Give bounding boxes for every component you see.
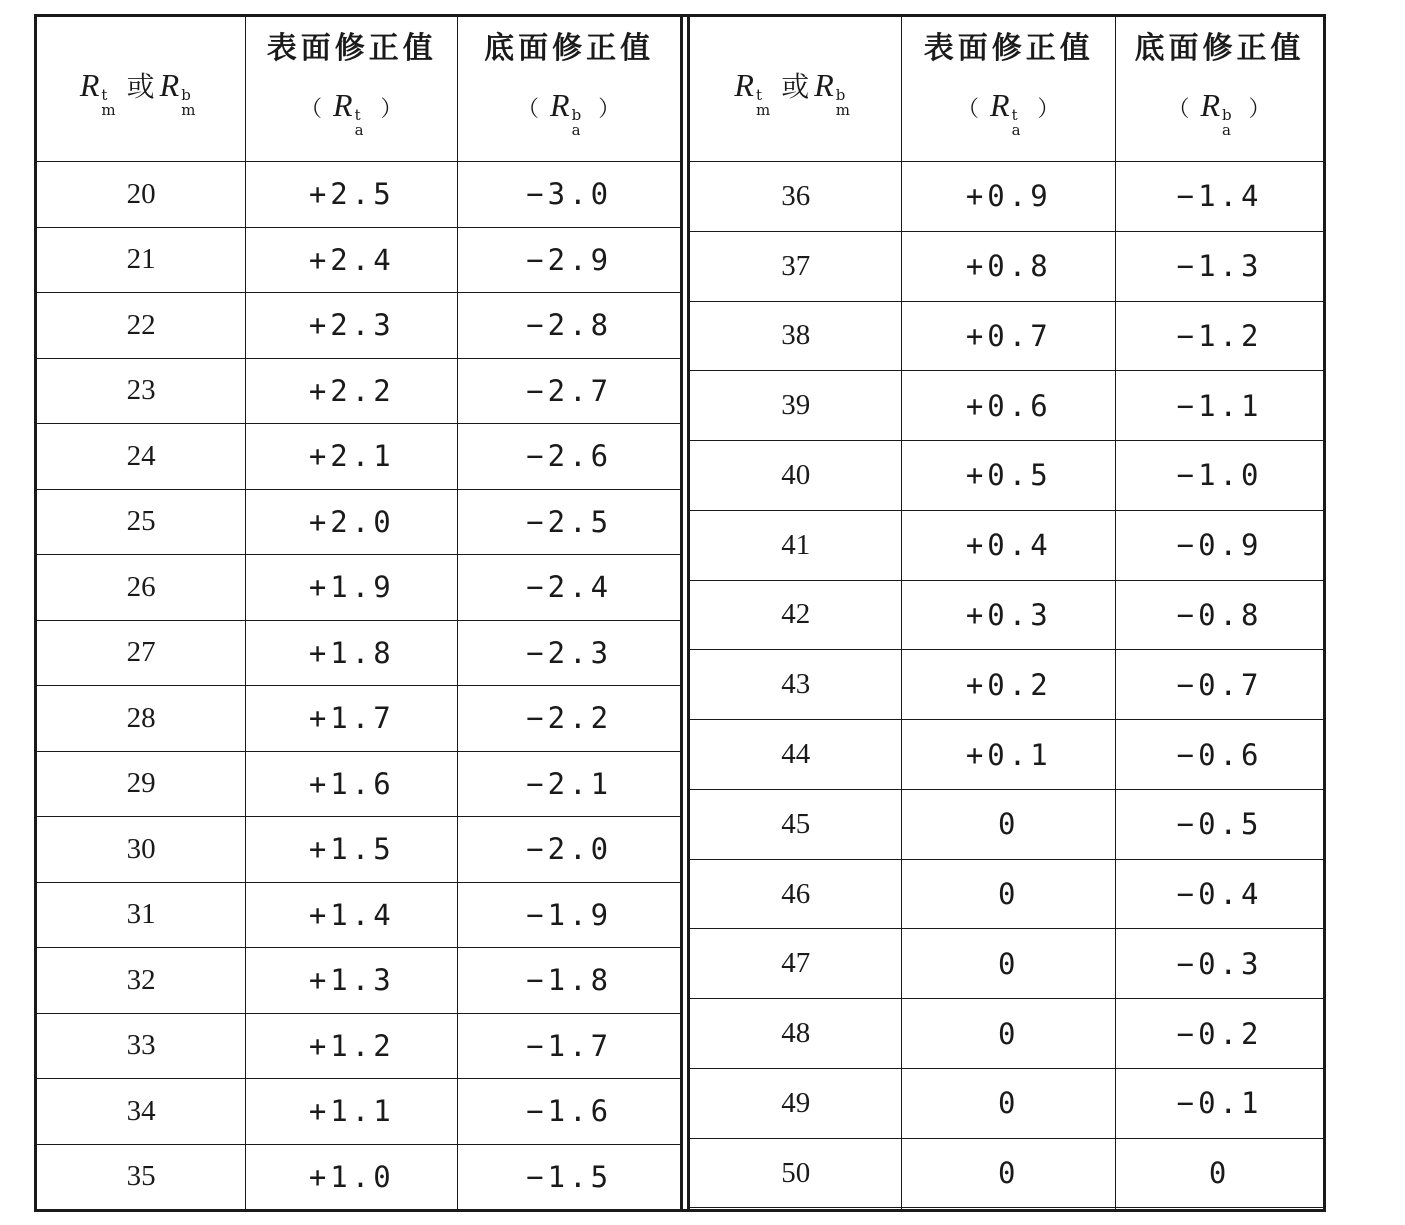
rm-value-cell: 32 xyxy=(37,948,246,1014)
table-row xyxy=(690,1068,1323,1138)
bottom-correction-cell: −2.0 xyxy=(458,817,680,883)
surface-correction-cell: 0 xyxy=(902,1138,1116,1208)
header-surface-cell xyxy=(246,17,458,162)
close-paren: ） xyxy=(1037,97,1061,122)
surface-correction-cell xyxy=(902,1208,1116,1209)
rm-value-cell: 28 xyxy=(37,686,246,752)
rm-b-scripts xyxy=(836,88,851,118)
left-table xyxy=(37,17,680,1209)
r-letter: R xyxy=(990,87,1011,123)
bottom-correction-cell: −2.7 xyxy=(458,358,680,424)
bottom-correction-cell: −1.6 xyxy=(458,1079,680,1145)
table-row xyxy=(37,489,680,555)
bottom-correction-cell: −1.7 xyxy=(458,1013,680,1079)
sup-t: t xyxy=(354,106,362,124)
rm-value-cell: 48 xyxy=(690,999,902,1069)
table-row xyxy=(37,424,680,490)
bottom-correction-cell: −1.0 xyxy=(1116,441,1323,511)
rm-t-scripts xyxy=(756,88,771,118)
bottom-correction-cell: −2.1 xyxy=(458,751,680,817)
bottom-correction-cell: −0.3 xyxy=(1116,929,1323,999)
surface-correction-cell: +2.5 xyxy=(246,162,458,228)
sub-m: m xyxy=(835,101,851,119)
bottom-correction-cell: −1.8 xyxy=(458,948,680,1014)
bottom-correction-cell: −0.5 xyxy=(1116,789,1323,859)
rm-symbol xyxy=(690,65,901,118)
open-paren: （ xyxy=(517,97,541,122)
table-row xyxy=(690,231,1323,301)
table-row xyxy=(37,686,680,752)
bottom-correction-cell: −2.3 xyxy=(458,620,680,686)
r-letter: R xyxy=(159,67,181,103)
surface-correction-cell: +0.6 xyxy=(902,371,1116,441)
header-bottom-cell xyxy=(1116,17,1323,162)
rm-value-cell: 21 xyxy=(37,227,246,293)
ra-t-scripts xyxy=(1012,108,1022,138)
surface-correction-cell: +0.8 xyxy=(902,231,1116,301)
close-paren: ） xyxy=(598,97,622,122)
table-row xyxy=(690,859,1323,929)
table-row xyxy=(37,555,680,621)
rm-value-cell: 41 xyxy=(690,510,902,580)
right-table xyxy=(690,17,1323,1209)
left-table-header xyxy=(37,17,680,162)
table-row xyxy=(37,1013,680,1079)
bottom-correction-cell: 0 xyxy=(1116,1138,1323,1208)
or-text: 或 xyxy=(126,70,156,103)
sup-t: t xyxy=(101,86,109,104)
ra-t-symbol xyxy=(902,89,1115,138)
surface-correction-cell: +0.7 xyxy=(902,301,1116,371)
rm-value-cell: 49 xyxy=(690,1068,902,1138)
bottom-correction-cell: −1.2 xyxy=(1116,301,1323,371)
surface-correction-cell: +2.0 xyxy=(246,489,458,555)
surface-correction-cell: +2.1 xyxy=(246,424,458,490)
or-text: 或 xyxy=(781,70,811,103)
bottom-correction-cell: −0.2 xyxy=(1116,999,1323,1069)
rm-value-cell: 39 xyxy=(690,371,902,441)
sup-b: b xyxy=(1222,106,1233,124)
bottom-correction-cell xyxy=(1116,1208,1323,1209)
surface-correction-cell: +1.3 xyxy=(246,948,458,1014)
table-row xyxy=(37,948,680,1014)
rm-value-cell: 25 xyxy=(37,489,246,555)
close-paren: ） xyxy=(1248,97,1272,122)
table-row xyxy=(37,620,680,686)
open-paren: （ xyxy=(1167,97,1191,122)
ra-b-scripts xyxy=(1222,108,1233,138)
rm-value-cell: 36 xyxy=(690,162,902,232)
table-row xyxy=(690,580,1323,650)
rm-value-cell: 30 xyxy=(37,817,246,883)
table-row xyxy=(690,789,1323,859)
sub-a: a xyxy=(1011,121,1022,139)
rm-value-cell: 20 xyxy=(37,162,246,228)
table-row xyxy=(690,1208,1323,1209)
sub-a: a xyxy=(571,121,582,139)
rm-value-cell: 26 xyxy=(37,555,246,621)
ra-b-symbol xyxy=(458,89,680,138)
bottom-correction-cell: −0.1 xyxy=(1116,1068,1323,1138)
r-letter: R xyxy=(814,67,835,103)
r-letter: R xyxy=(79,67,101,103)
rm-value-cell: 22 xyxy=(37,293,246,359)
surface-correction-cell: +2.3 xyxy=(246,293,458,359)
r-letter: R xyxy=(734,67,755,103)
sup-b: b xyxy=(181,86,192,104)
table-row xyxy=(37,227,680,293)
table-row xyxy=(690,371,1323,441)
rm-value-cell: 23 xyxy=(37,358,246,424)
rm-value-cell: 42 xyxy=(690,580,902,650)
surface-correction-cell: +1.2 xyxy=(246,1013,458,1079)
bottom-correction-cell: −2.2 xyxy=(458,686,680,752)
ra-t-scripts xyxy=(355,108,365,138)
bottom-correction-cell: −1.3 xyxy=(1116,231,1323,301)
rm-symbol xyxy=(37,65,245,118)
sup-t: t xyxy=(1011,106,1019,124)
rm-value-cell: 38 xyxy=(690,301,902,371)
surface-correction-cell: +1.1 xyxy=(246,1079,458,1145)
bottom-correction-cell: −0.7 xyxy=(1116,650,1323,720)
header-bottom-cell xyxy=(458,17,680,162)
surface-correction-cell: +1.6 xyxy=(246,751,458,817)
bottom-correction-cell: −0.4 xyxy=(1116,859,1323,929)
sup-b: b xyxy=(571,106,583,124)
table-row xyxy=(37,162,680,228)
table-row xyxy=(690,929,1323,999)
header-row xyxy=(37,17,680,162)
sup-t: t xyxy=(755,86,763,104)
bottom-correction-cell: −1.4 xyxy=(1116,162,1323,232)
table-row xyxy=(37,293,680,359)
surface-correction-cell: 0 xyxy=(902,929,1116,999)
surface-correction-cell: 0 xyxy=(902,999,1116,1069)
rm-value-cell: 47 xyxy=(690,929,902,999)
r-letter: R xyxy=(1200,87,1222,123)
table-row xyxy=(690,1138,1323,1208)
bottom-correction-cell: −3.0 xyxy=(458,162,680,228)
sub-m: m xyxy=(755,101,772,119)
bottom-correction-cell: −0.8 xyxy=(1116,580,1323,650)
rm-value-cell: 40 xyxy=(690,441,902,511)
surface-correction-cell: 0 xyxy=(902,859,1116,929)
sub-a: a xyxy=(1222,121,1232,139)
rm-b-scripts xyxy=(181,88,196,118)
bottom-correction-cell: −2.9 xyxy=(458,227,680,293)
bottom-correction-title: 底面修正值 xyxy=(1134,31,1305,66)
bottom-correction-cell: −2.4 xyxy=(458,555,680,621)
table-row xyxy=(37,751,680,817)
sub-m: m xyxy=(101,101,117,119)
rm-t-scripts xyxy=(101,88,116,118)
bottom-correction-cell: −1.1 xyxy=(1116,371,1323,441)
rm-value-cell: 29 xyxy=(37,751,246,817)
surface-correction-cell: +0.1 xyxy=(902,720,1116,790)
table-row xyxy=(690,441,1323,511)
rm-value-cell: 46 xyxy=(690,859,902,929)
r-letter: R xyxy=(550,87,571,123)
sub-m: m xyxy=(181,101,197,119)
surface-correction-cell: +0.2 xyxy=(902,650,1116,720)
sub-a: a xyxy=(354,121,365,139)
rm-value-cell: 31 xyxy=(37,882,246,948)
rm-value-cell: 27 xyxy=(37,620,246,686)
header-rm-cell xyxy=(37,17,246,162)
rm-value-cell: 35 xyxy=(37,1144,246,1209)
correction-table xyxy=(34,14,1326,1212)
table-row xyxy=(37,1144,680,1209)
rm-value-cell: 24 xyxy=(37,424,246,490)
left-table-body xyxy=(37,162,680,1210)
bottom-correction-cell: −2.5 xyxy=(458,489,680,555)
surface-correction-cell: +2.4 xyxy=(246,227,458,293)
bottom-correction-title: 底面修正值 xyxy=(484,31,655,66)
surface-correction-cell: +0.5 xyxy=(902,441,1116,511)
table-left-half xyxy=(37,17,683,1209)
ra-b-symbol xyxy=(1116,89,1323,138)
surface-correction-title: 表面修正值 xyxy=(923,31,1094,66)
surface-correction-cell: +0.4 xyxy=(902,510,1116,580)
bottom-correction-cell: −0.6 xyxy=(1116,720,1323,790)
table-row xyxy=(690,301,1323,371)
surface-correction-cell: +1.0 xyxy=(246,1144,458,1209)
surface-correction-cell: +1.9 xyxy=(246,555,458,621)
surface-correction-cell: +1.8 xyxy=(246,620,458,686)
table-row xyxy=(690,999,1323,1069)
right-table-body xyxy=(690,162,1323,1210)
table-row xyxy=(690,510,1323,580)
surface-correction-cell: 0 xyxy=(902,1068,1116,1138)
surface-correction-cell: +1.7 xyxy=(246,686,458,752)
rm-value-cell xyxy=(690,1208,902,1209)
bottom-correction-cell: −2.6 xyxy=(458,424,680,490)
surface-correction-cell: 0 xyxy=(902,789,1116,859)
rm-value-cell: 37 xyxy=(690,231,902,301)
table-row xyxy=(37,1079,680,1145)
surface-correction-cell: +2.2 xyxy=(246,358,458,424)
open-paren: （ xyxy=(300,97,324,122)
table-right-half xyxy=(687,17,1323,1209)
table-row xyxy=(690,650,1323,720)
right-table-header xyxy=(690,17,1323,162)
rm-value-cell: 44 xyxy=(690,720,902,790)
r-letter: R xyxy=(333,87,354,123)
bottom-correction-cell: −1.5 xyxy=(458,1144,680,1209)
surface-correction-cell: +1.5 xyxy=(246,817,458,883)
surface-correction-cell: +0.3 xyxy=(902,580,1116,650)
close-paren: ） xyxy=(380,97,404,122)
header-rm-cell xyxy=(690,17,902,162)
surface-correction-cell: +1.4 xyxy=(246,882,458,948)
bottom-correction-cell: −1.9 xyxy=(458,882,680,948)
table-row xyxy=(37,817,680,883)
rm-value-cell: 50 xyxy=(690,1138,902,1208)
open-paren: （ xyxy=(957,97,981,122)
surface-correction-cell: +0.9 xyxy=(902,162,1116,232)
table-row xyxy=(690,162,1323,232)
rm-value-cell: 34 xyxy=(37,1079,246,1145)
table-row xyxy=(690,720,1323,790)
ra-t-symbol xyxy=(246,89,457,138)
surface-correction-title: 表面修正值 xyxy=(266,31,437,66)
rm-value-cell: 43 xyxy=(690,650,902,720)
table-row xyxy=(37,358,680,424)
header-surface-cell xyxy=(902,17,1116,162)
sup-b: b xyxy=(835,86,847,104)
ra-b-scripts xyxy=(572,108,583,138)
bottom-correction-cell: −0.9 xyxy=(1116,510,1323,580)
table-row xyxy=(37,882,680,948)
bottom-correction-cell: −2.8 xyxy=(458,293,680,359)
rm-value-cell: 45 xyxy=(690,789,902,859)
rm-value-cell: 33 xyxy=(37,1013,246,1079)
header-row xyxy=(690,17,1323,162)
